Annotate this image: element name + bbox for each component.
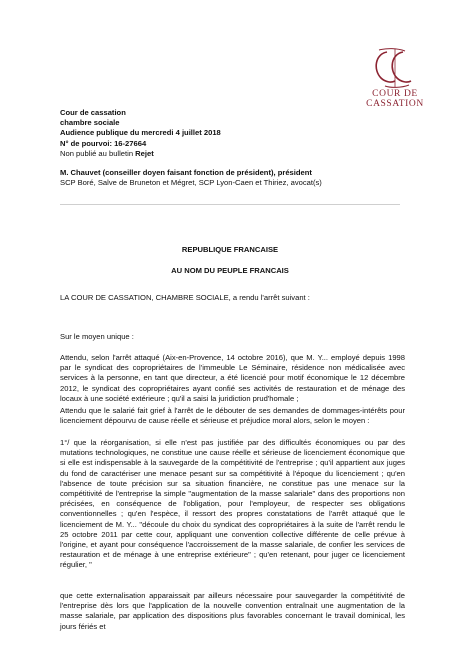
publication-prefix: Non publié au bulletin bbox=[60, 148, 134, 158]
appeal-number: N° de pourvoi: 16-27664 bbox=[60, 138, 147, 148]
court-name: Cour de cassation bbox=[60, 108, 126, 117]
publication-status: Rejet bbox=[135, 148, 154, 158]
president-line: M. Chauvet (conseiller doyen faisant fonction de président), président bbox=[60, 168, 312, 177]
logo-text: COUR DE CASSATION bbox=[366, 89, 424, 109]
paragraph-continuation: que cette externalisation apparaissait par ailleurs nécessaire pour sauvegarder la compétitivité de l'entreprise dès lors que l'application de la nouvelle convention entraînait une augmentation de la masse salariale, par application des dispositions plus favorables concernant le travail dominical, les jours fériés et bbox=[60, 591, 405, 631]
separator bbox=[60, 204, 400, 205]
paragraph-facts: Attendu, selon l'arrêt attaqué (Aix-en-Provence, 14 octobre 2016), que M. Y... employé depuis 1998 par le syndicat des copropriétaires de l'immeuble Le Séminaire, résidence non médicalisée avec services à la personne, en tant que directeur, a été licencié pour motif économique le 12 décembre 2012, le syndicat des copropriétaires ayant confié ses activités de restauration et de ménage des locaux à une société extérieure ; qu'il a saisi la juridiction prud'homale ; bbox=[60, 353, 405, 403]
composition bbox=[60, 168, 322, 188]
paragraph-branch-1: 1°/ que la réorganisation, si elle n'est pas justifiée par des difficultés économiques ou par des mutations technologiques, ne constitue une cause réelle et sérieuse de licenciement économique que si elle est indispensable à la sauvegarde de la compétitivité de l'entreprise ; qu'il appartient aux juges du fond de caractériser une menace pesant sur sa compétitivité à l'époque du licenciement ; qu'en l'absence de toute précision sur sa situation financière, ne constitue pas une menace sur la compétitivité de l'entreprise la simple "augmentation de la masse salariale" dans des proportions non précisées, en conséquence de l'obligation, pour l'employeur, de respecter ses obligations conventionnelles ; qu'en l'espèce, il ressort des propres constatations de l'arrêt attaqué que le licenciement de M. Y... "découle du choix du syndicat des copropriétaires à la suite de l'arrêt rendu le 25 octobre 2011 par cette cour, appliquant une convention collective différente de celle prévue à l'origine, et ayant pour conséquence l'accroissement de la masse salariale, de confier les services de restauration et de ménage à une entreprise extérieure" ; qu'en retenant, pour juger ce licenciement régulier, " bbox=[60, 438, 405, 570]
heading-republic: REPUBLIQUE FRANCAISE bbox=[181, 245, 279, 254]
publication-line bbox=[60, 149, 221, 159]
chamber-name: chambre sociale bbox=[60, 118, 120, 128]
cour-de-cassation-logo bbox=[345, 46, 445, 109]
intro-paragraph: LA COUR DE CASSATION, CHAMBRE SOCIALE, a rendu l'arrêt suivant : bbox=[60, 293, 310, 302]
heading-people: AU NOM DU PEUPLE FRANCAIS bbox=[171, 266, 289, 275]
lawyers-line: SCP Boré, Salve de Bruneton et Mégret, SCP Lyon-Caen et Thiriez, avocat(s) bbox=[60, 178, 322, 188]
case-metadata bbox=[60, 108, 221, 159]
moyen-heading: Sur le moyen unique : bbox=[60, 332, 134, 341]
logo-monogram-icon bbox=[367, 46, 423, 90]
hearing-date: Audience publique du mercredi 4 juillet 2018 bbox=[60, 128, 221, 138]
paragraph-grievance: Attendu que le salarié fait grief à l'arrêt de le débouter de ses demandes de dommages-intérêts pour licenciement dépourvu de cause réelle et sérieuse et préjudice moral alors, selon le moyen : bbox=[60, 406, 405, 426]
